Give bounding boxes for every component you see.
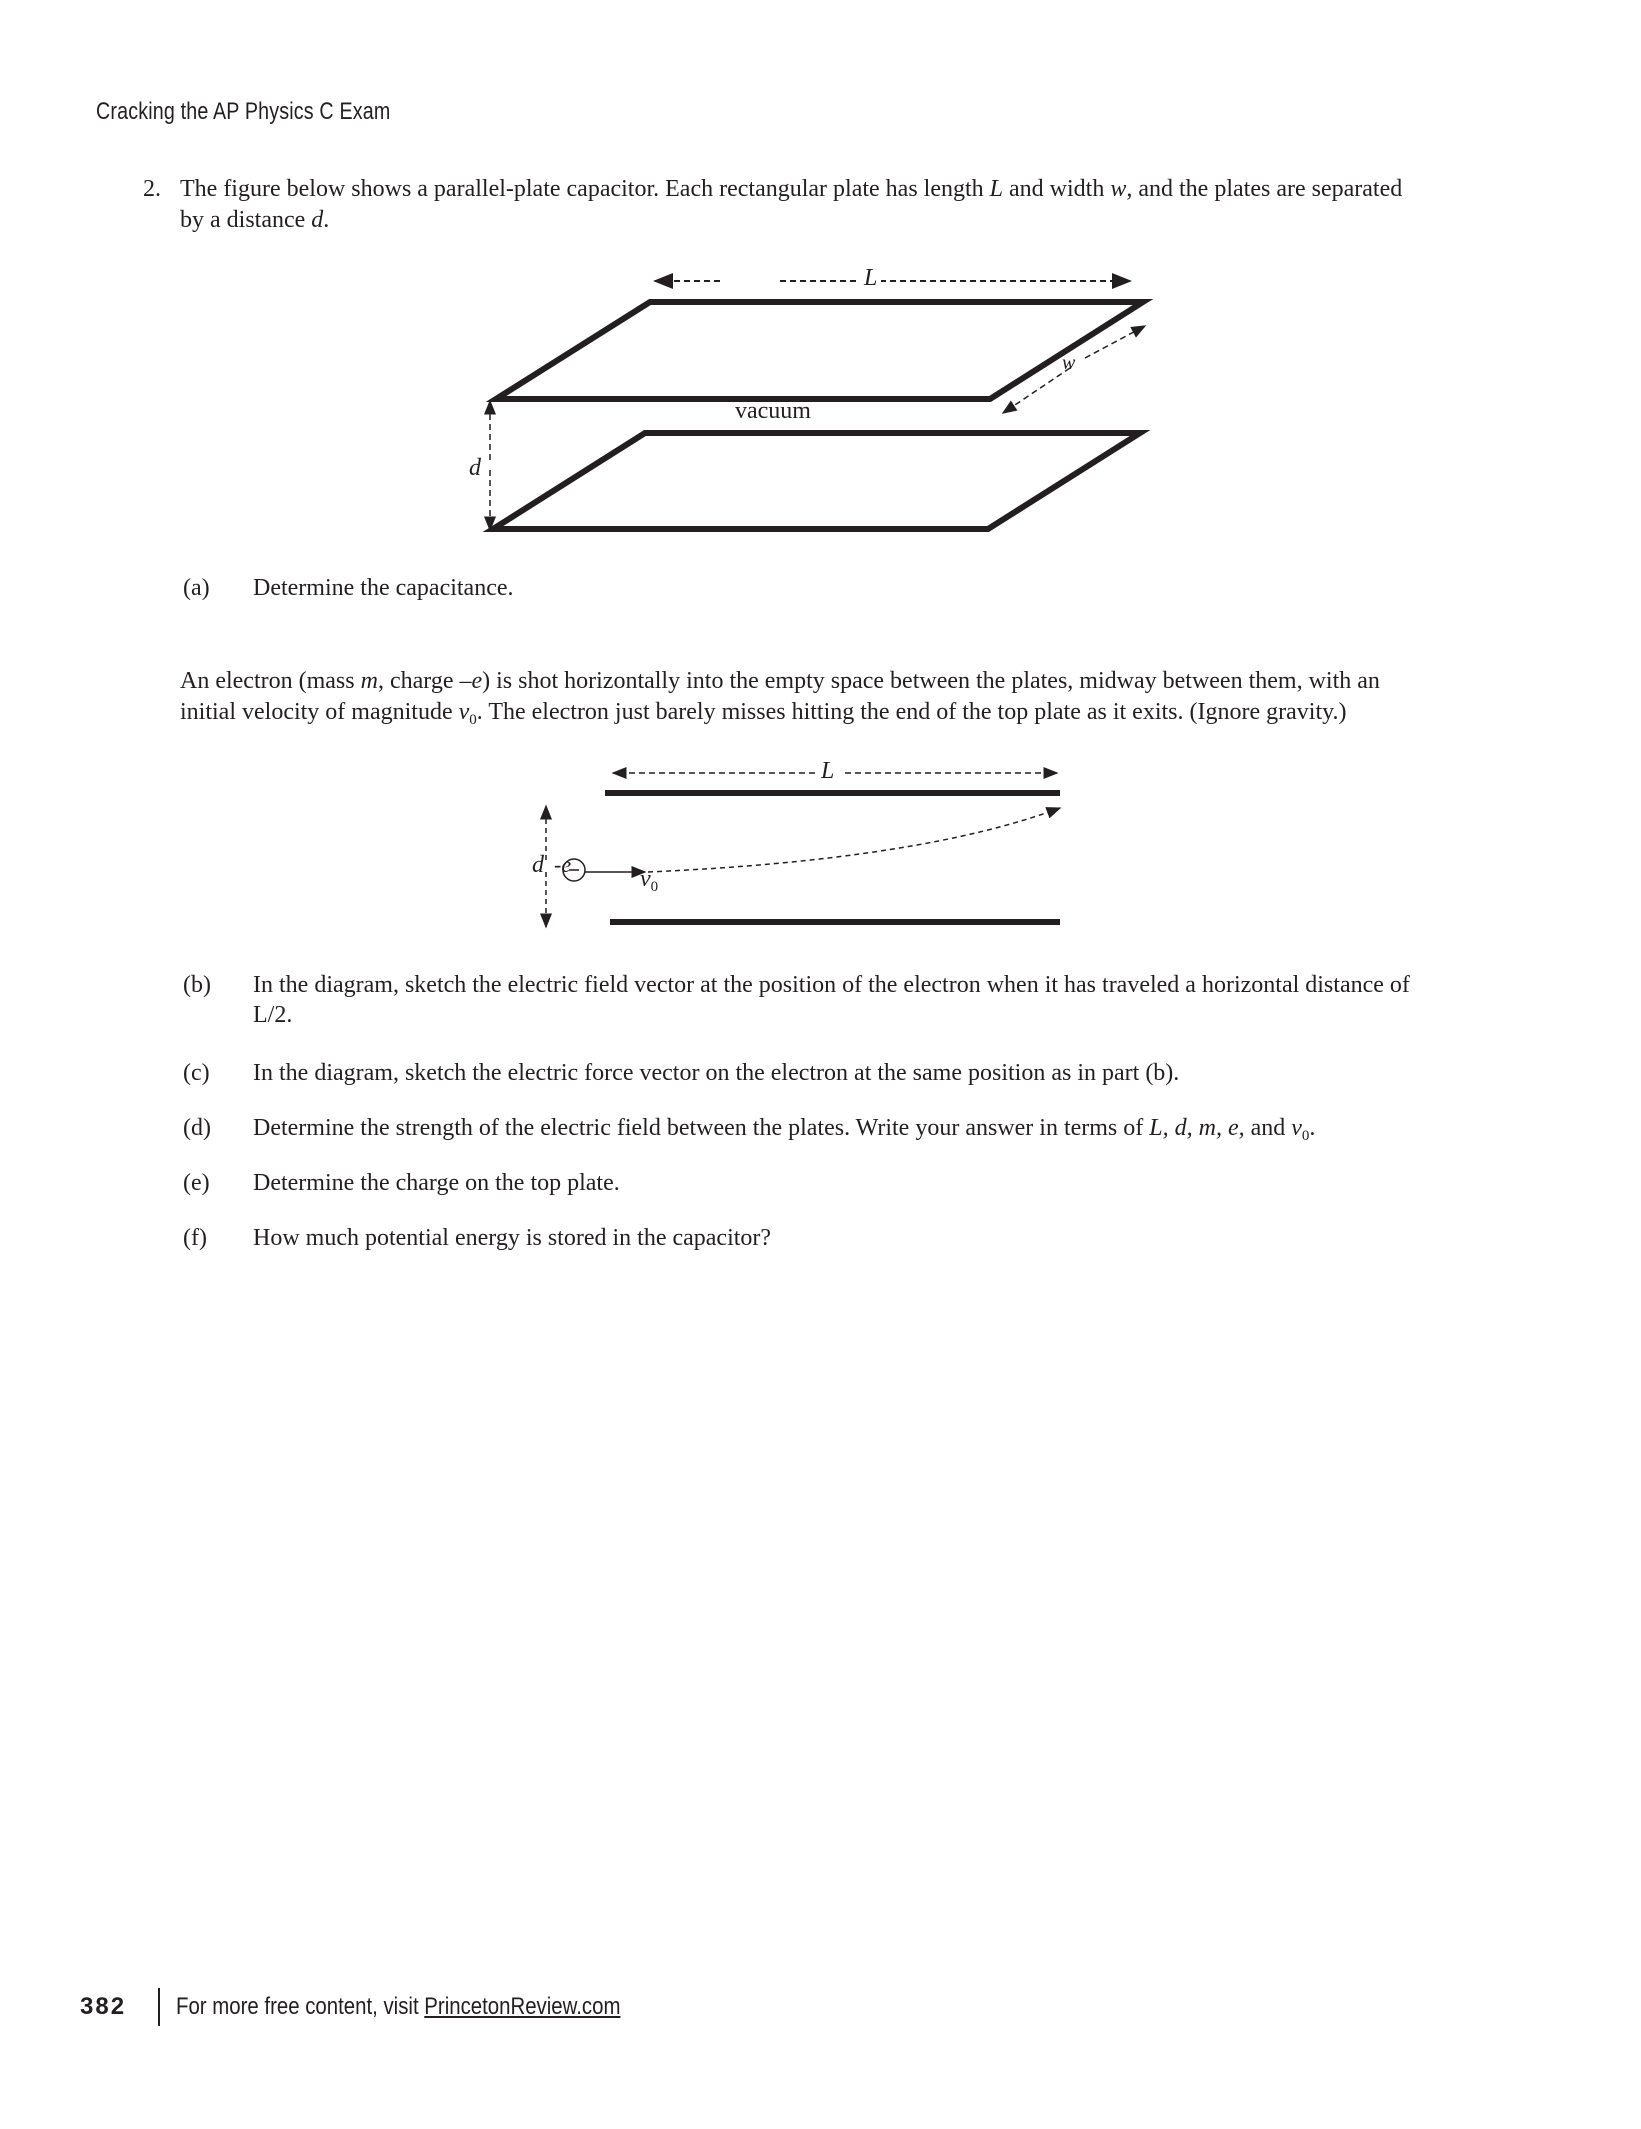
part-c-text: In the diagram, sketch the electric force vector on the electron at the same position as in part (b). [253, 1060, 1180, 1086]
footer-text: For more free content, visit PrincetonReview.com [176, 1993, 621, 2020]
capacitor-figures [0, 0, 1641, 1000]
figure2-separation-label: d [532, 852, 544, 878]
figure2-charge-label: -e [554, 852, 572, 877]
figure2-length-label: L [821, 758, 835, 784]
part-a-text: Determine the capacitance. [253, 575, 514, 601]
figure1-separation-label: d [469, 455, 481, 481]
electron-trajectory-figure [546, 773, 1060, 927]
bottom-plate [493, 433, 1140, 529]
capacitor-3d-figure [490, 281, 1145, 530]
part-d-label: (d) [183, 1115, 211, 1141]
part-e-label: (e) [183, 1170, 210, 1196]
electron-paragraph-line2: initial velocity of magnitude $v_0$. The electron just barely misses hitting the end of the top plate as it exits. (Ignore gravity.) [180, 699, 1347, 728]
top-plate [496, 302, 1143, 399]
figure2-velocity-label: $v_0$ [640, 866, 659, 895]
page-number: 382 [80, 1993, 127, 2020]
part-e-text: Determine the charge on the top plate. [253, 1170, 620, 1196]
part-b-label: (b) [183, 972, 211, 998]
part-f-label: (f) [183, 1225, 207, 1251]
part-b-text-line2: L/2. [253, 1002, 293, 1028]
question-intro-line1: The figure below shows a parallel-plate capacitor. Each rectangular plate has length L and width w, and the plates are separated [180, 176, 1403, 202]
part-c-label: (c) [183, 1060, 210, 1086]
figure1-length-label: L [860, 265, 881, 292]
part-f-text: How much potential energy is stored in the capacitor? [253, 1225, 772, 1251]
width-dimension-arrow [1003, 368, 1070, 413]
figure1-width-label: w [1062, 352, 1076, 374]
question-intro-line2: by a distance d. [180, 207, 330, 233]
running-header: Cracking the AP Physics C Exam [96, 98, 391, 125]
question-number: 2. [143, 176, 161, 202]
electron-paragraph-line1: An electron (mass m, charge –e) is shot horizontally into the empty space between the plates, midway between them, with an [180, 668, 1380, 694]
princeton-review-link[interactable]: PrincetonReview.com [424, 1993, 621, 2020]
footer-divider [158, 1988, 160, 2026]
part-a-label: (a) [183, 575, 210, 601]
trajectory-path [648, 808, 1060, 872]
figure1-gap-label: vacuum [735, 398, 811, 424]
part-d-text: Determine the strength of the electric field between the plates. Write your answer in terms of L, d, m, e, and $v_0$. [253, 1115, 1316, 1144]
part-b-text: In the diagram, sketch the electric field vector at the position of the electron when it has traveled a horizontal distance of [253, 972, 1410, 998]
